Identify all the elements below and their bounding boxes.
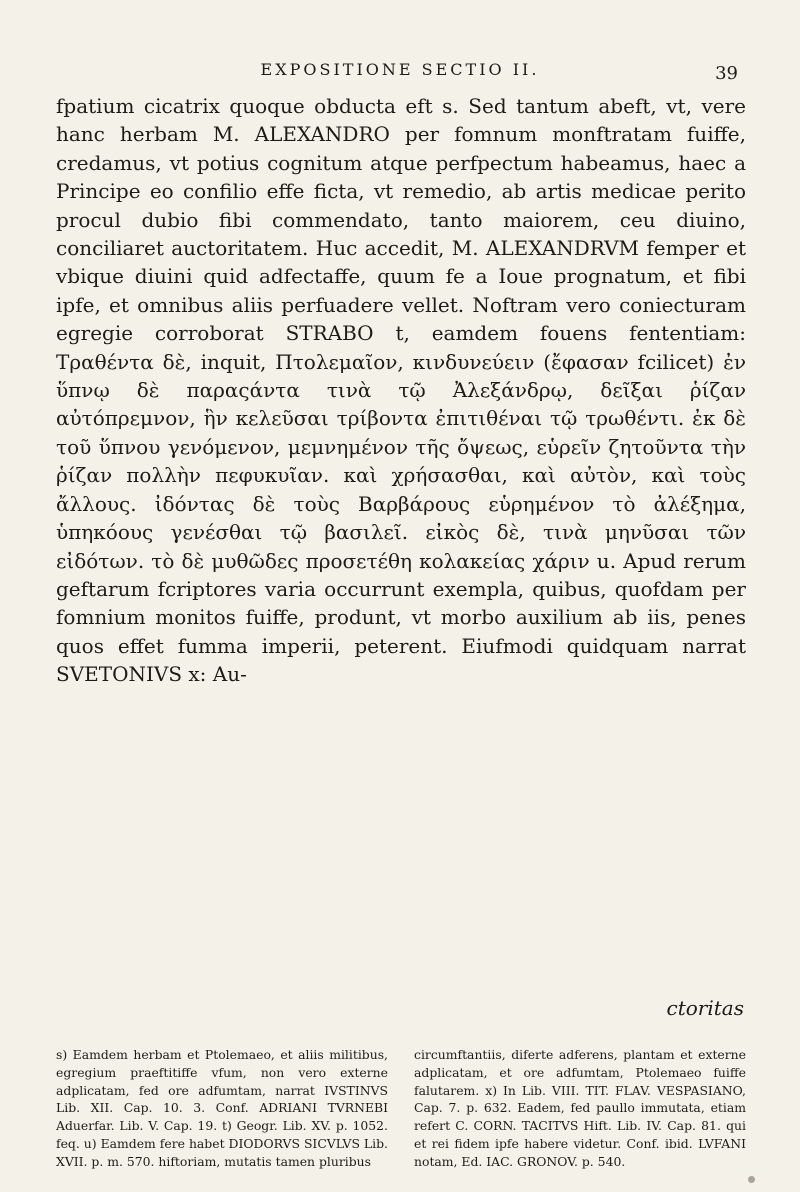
footnotes: [56, 1046, 746, 1171]
footnote-column-right: [414, 1046, 746, 1171]
page-number: 39: [715, 63, 738, 84]
footnote-column-left: [56, 1046, 388, 1171]
ink-blot-mark: [748, 1176, 755, 1183]
main-text: [56, 92, 746, 689]
running-head: EXPOSITIONE SECTIO II.: [260, 60, 540, 79]
footnote-text-left: s) Eamdem herbam et Ptolemaeo, et aliis militibus, egregium praeftitiffe vfum, non vero externe adplicatam, fed ore adfumtam, narrat IVSTINVS Lib. XII. Cap. 10. 3. Conf. ADRIANI TVRNEBI Aduerfar. Lib. V. Cap. 19. t) Geogr. Lib. XV. p. 1052. feq. u) Eamdem fere habet DIODORVS SICVLVS Lib. XVII. p. m. 570. hiftoriam, mutatis tamen pluribus: [56, 1047, 388, 1169]
body-paragraph: fpatium cicatrix quoque obducta eft s. Sed tantum abeft, vt, vere hanc herbam M. ALEXANDRO per fomnum monftratam fuiffe, credamus, vt potius cognitum atque perfpectum habeamus, haec a Principe eo confilio effe ficta, vt remedio, ab artis medicae perito procul dubio fibi commendato, tanto maiorem, ceu diuino, conciliaret auctoritatem. Huc accedit, M. ALEXANDRVM femper et vbique diuini quid adfectaffe, quum fe a Ioue prognatum, et fibi ipfe, et omnibus aliis perfuadere vellet. Noftram vero coniecturam egregie corroborat STRABO t, eamdem fouens fententiam: Τραθέντα δὲ, inquit, Πτολεμαῖον, κινδυνεύειν (ἔφασαν fcilicet) ἐν ὕπνῳ δὲ παραςάντα τινὰ τῷ Ἀλεξάνδρῳ, δεῖξαι ῥίζαν αὐτόπρεμνον, ἣν κελεῦσαι τρίβοντα ἐπιτιθέναι τῷ τρωθέντι. ἐκ δὲ τοῦ ὕπνου γενόμενον, μεμνημένον τῆς ὄψεως, εὑρεῖν ζητοῦντα τὴν ῥίζαν πολλὴν πεφυκυῖαν. καὶ χρήσασθαι, καὶ αὐτὸν, καὶ τοὺς ἄλλους. ἰδόντας δὲ τοὺς Βαρβάρους εὑρημένον τὸ ἀλέξημα, ὑπηκόους γενέσθαι τῷ βασιλεῖ. εἰκὸς δὲ, τινὰ μηνῦσαι τῶν εἰδότων. τὸ δὲ μυθῶδες προσετέθη κολακείας χάριν u. Apud rerum geftarum fcriptores varia occurrunt exempla, quibus, quofdam per fomnium monitos fuiffe, produnt, vt morbo auxilium ab iis, penes quos effet fumma imperii, peterent. Eiufmodi quidquam narrat SVETONIVS x: Au-: [56, 94, 746, 687]
footnote-text-right: circumftantiis, diferte adferens, plantam et externe adplicatam, et ore adfumtam, Ptolemaeo fuiffe falutarem. x) In Lib. VIII. TIT. FLAV. VESPASIANO, Cap. 7. p. 632. Eadem, fed paullo immutata, etiam refert C. CORN. TACITVS Hift. Lib. IV. Cap. 81. qui et rei fidem ipfe habere videtur. Conf. ibid. LVFANI notam, Ed. IAC. GRONOV. p. 540.: [414, 1047, 746, 1169]
catchword: ctoritas: [666, 996, 744, 1020]
